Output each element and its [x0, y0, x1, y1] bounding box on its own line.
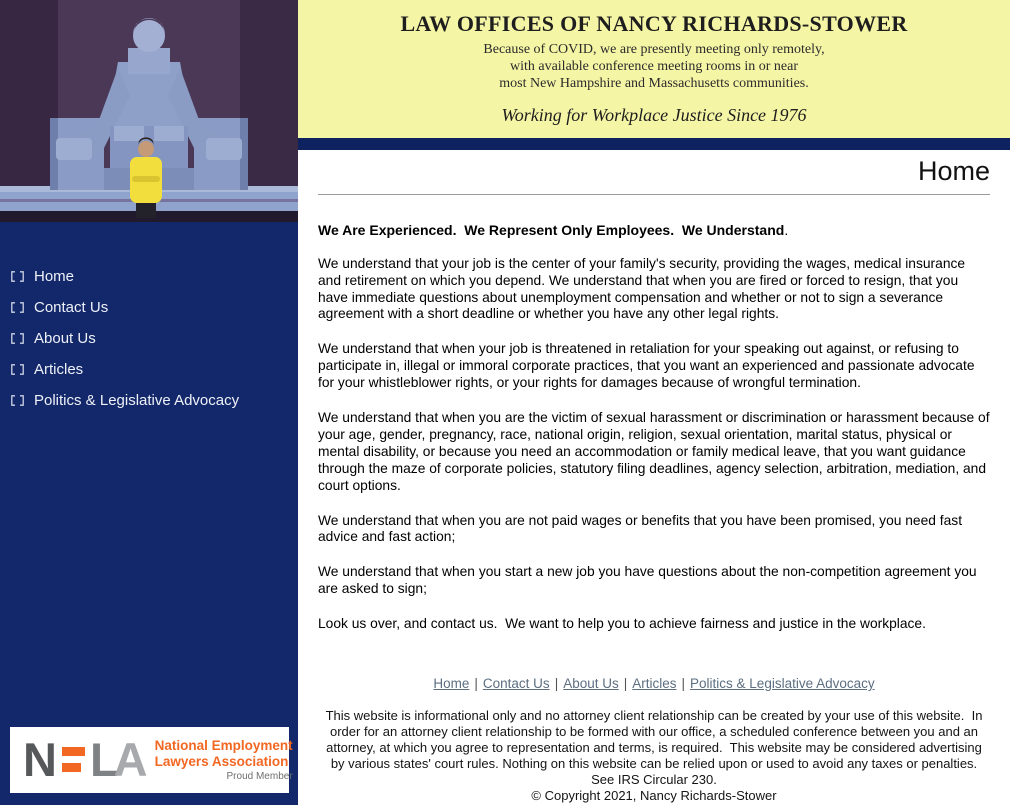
- sidebar-item-label: Politics & Legislative Advocacy: [34, 391, 240, 409]
- bracket-bullet-icon: [11, 302, 24, 313]
- site-header: [298, 0, 1010, 138]
- intro-statement: [318, 222, 990, 238]
- covid-notice-line: with available conference meeting rooms in or near: [509, 59, 799, 74]
- nela-logo: [23, 732, 146, 786]
- sidebar-item-label: Home: [34, 267, 75, 285]
- covid-notice-line: Because of COVID, we are presently meeting only remotely,: [483, 42, 825, 57]
- site-title: LAW OFFICES OF NANCY RICHARDS-STOWER: [400, 11, 908, 36]
- footer-link-about-us[interactable]: About Us: [563, 676, 619, 692]
- page-content: [298, 157, 1010, 804]
- bracket-bullet-icon: [11, 271, 24, 282]
- copyright-notice: © Copyright 2021, Nancy Richards-Stower: [531, 788, 777, 804]
- footer-separator: |: [554, 676, 559, 692]
- nela-wordmark: [155, 738, 293, 782]
- bracket-bullet-icon: [11, 333, 24, 344]
- sidebar-nav: [11, 267, 298, 409]
- sidebar-item-about-us[interactable]: [11, 329, 298, 347]
- covid-notice-line: most New Hampshire and Massachusetts communities.: [499, 76, 809, 91]
- title-rule: [318, 194, 990, 195]
- sidebar-item-contact-us[interactable]: [11, 298, 298, 316]
- footer-separator: |: [681, 676, 686, 692]
- footer-link-politics-legislative-advocacy[interactable]: Politics & Legislative Advocacy: [690, 676, 875, 692]
- nela-letter-n: N: [23, 732, 55, 786]
- paragraph-job-security: We understand that your job is the center of your family's security, providing the wages, medical insurance and retirement on which you depend. We understand that when you are fired or forced to resign, that you have immediate questions about unemployment compensation and whether or not to sign a severance agreement with a short deadline or whether you have any other legal rights.: [318, 255, 969, 322]
- sidebar-item-politics-legislative-advocacy[interactable]: [11, 391, 298, 409]
- paragraph-harassment-discrimination: We understand that when you are the victim of sexual harassment or discrimination or harassment because of your age, gender, pregnancy, race, national origin, religion, sexual orientation, marital status, physical or mental disability, or because you need an accommodation or family medical leave, that you want guidance through the maze of corporate policies, statutory filing deadlines, agency selection, arbitration, mediation, and court options.: [318, 410, 994, 493]
- nela-line-2: Lawyers Association: [154, 754, 289, 769]
- nela-proud-member: Proud Member: [226, 770, 293, 782]
- nela-letter-a: A: [113, 732, 146, 786]
- footer-separator: |: [474, 676, 478, 692]
- footer-separator: |: [623, 676, 628, 692]
- tagline: Working for Workplace Justice Since 1976: [501, 105, 807, 125]
- sidebar-item-label: About Us: [34, 329, 96, 347]
- footer-link-articles[interactable]: Articles: [632, 676, 677, 692]
- sidebar-item-label: Contact Us: [34, 298, 109, 316]
- page-title: Home: [917, 156, 990, 186]
- sidebar-item-label: Articles: [34, 360, 84, 378]
- footer-nav: [318, 676, 990, 691]
- nela-membership-badge[interactable]: [10, 727, 293, 793]
- sidebar: [0, 0, 298, 805]
- paragraph-non-competition: We understand that when you start a new job you have questions about the non-competition agreement you are asked to sign;: [318, 564, 981, 597]
- covid-notice: [298, 41, 1010, 92]
- paragraph-retaliation: We understand that when your job is threatened in retaliation for your speaking out against, or refusing to participate in, illegal or immoral corporate practices, that you want an experienced and passionate advocate for your whistleblower rights, or your rights for damages because of wrongful termination.: [318, 341, 979, 391]
- nela-line-1: National Employment: [154, 738, 293, 754]
- intro-bold-text: We Are Experienced. We Represent Only Employees. We Understand: [318, 221, 785, 238]
- lincoln-memorial-illustration: [0, 0, 298, 222]
- main-column: [298, 0, 1010, 805]
- lincoln-memorial-photo: [0, 0, 298, 222]
- paragraph-contact-us: Look us over, and contact us. We want to help you to achieve fairness and justice in the workplace.: [318, 616, 926, 632]
- header-divider-bar: [298, 138, 1010, 150]
- footer-link-home[interactable]: Home: [433, 676, 470, 692]
- paragraph-unpaid-wages: We understand that when you are not paid wages or benefits that you have been promised, you need fast advice and fast action;: [318, 512, 966, 545]
- bracket-bullet-icon: [11, 364, 24, 375]
- footer-link-contact-us[interactable]: Contact Us: [482, 676, 550, 692]
- bracket-bullet-icon: [11, 395, 24, 406]
- nela-letter-l: L: [89, 732, 117, 786]
- sidebar-item-home[interactable]: [11, 267, 298, 285]
- nela-e-bars-icon: [62, 747, 85, 772]
- legal-disclaimer: This website is informational only and no attorney client relationship can be created by your use of this website. In order for an attorney client relationship to be formed with our office, a scheduled conference between you and an attorney, at which you agree to representation and terms, is required. This website may be considered advertising by various states' court rules. Nothing on this website can be relied upon or used to avoid any taxes or penalties. See IRS Circular 230.: [325, 708, 987, 788]
- sidebar-item-articles[interactable]: [11, 360, 298, 378]
- intro-period: .: [784, 221, 789, 238]
